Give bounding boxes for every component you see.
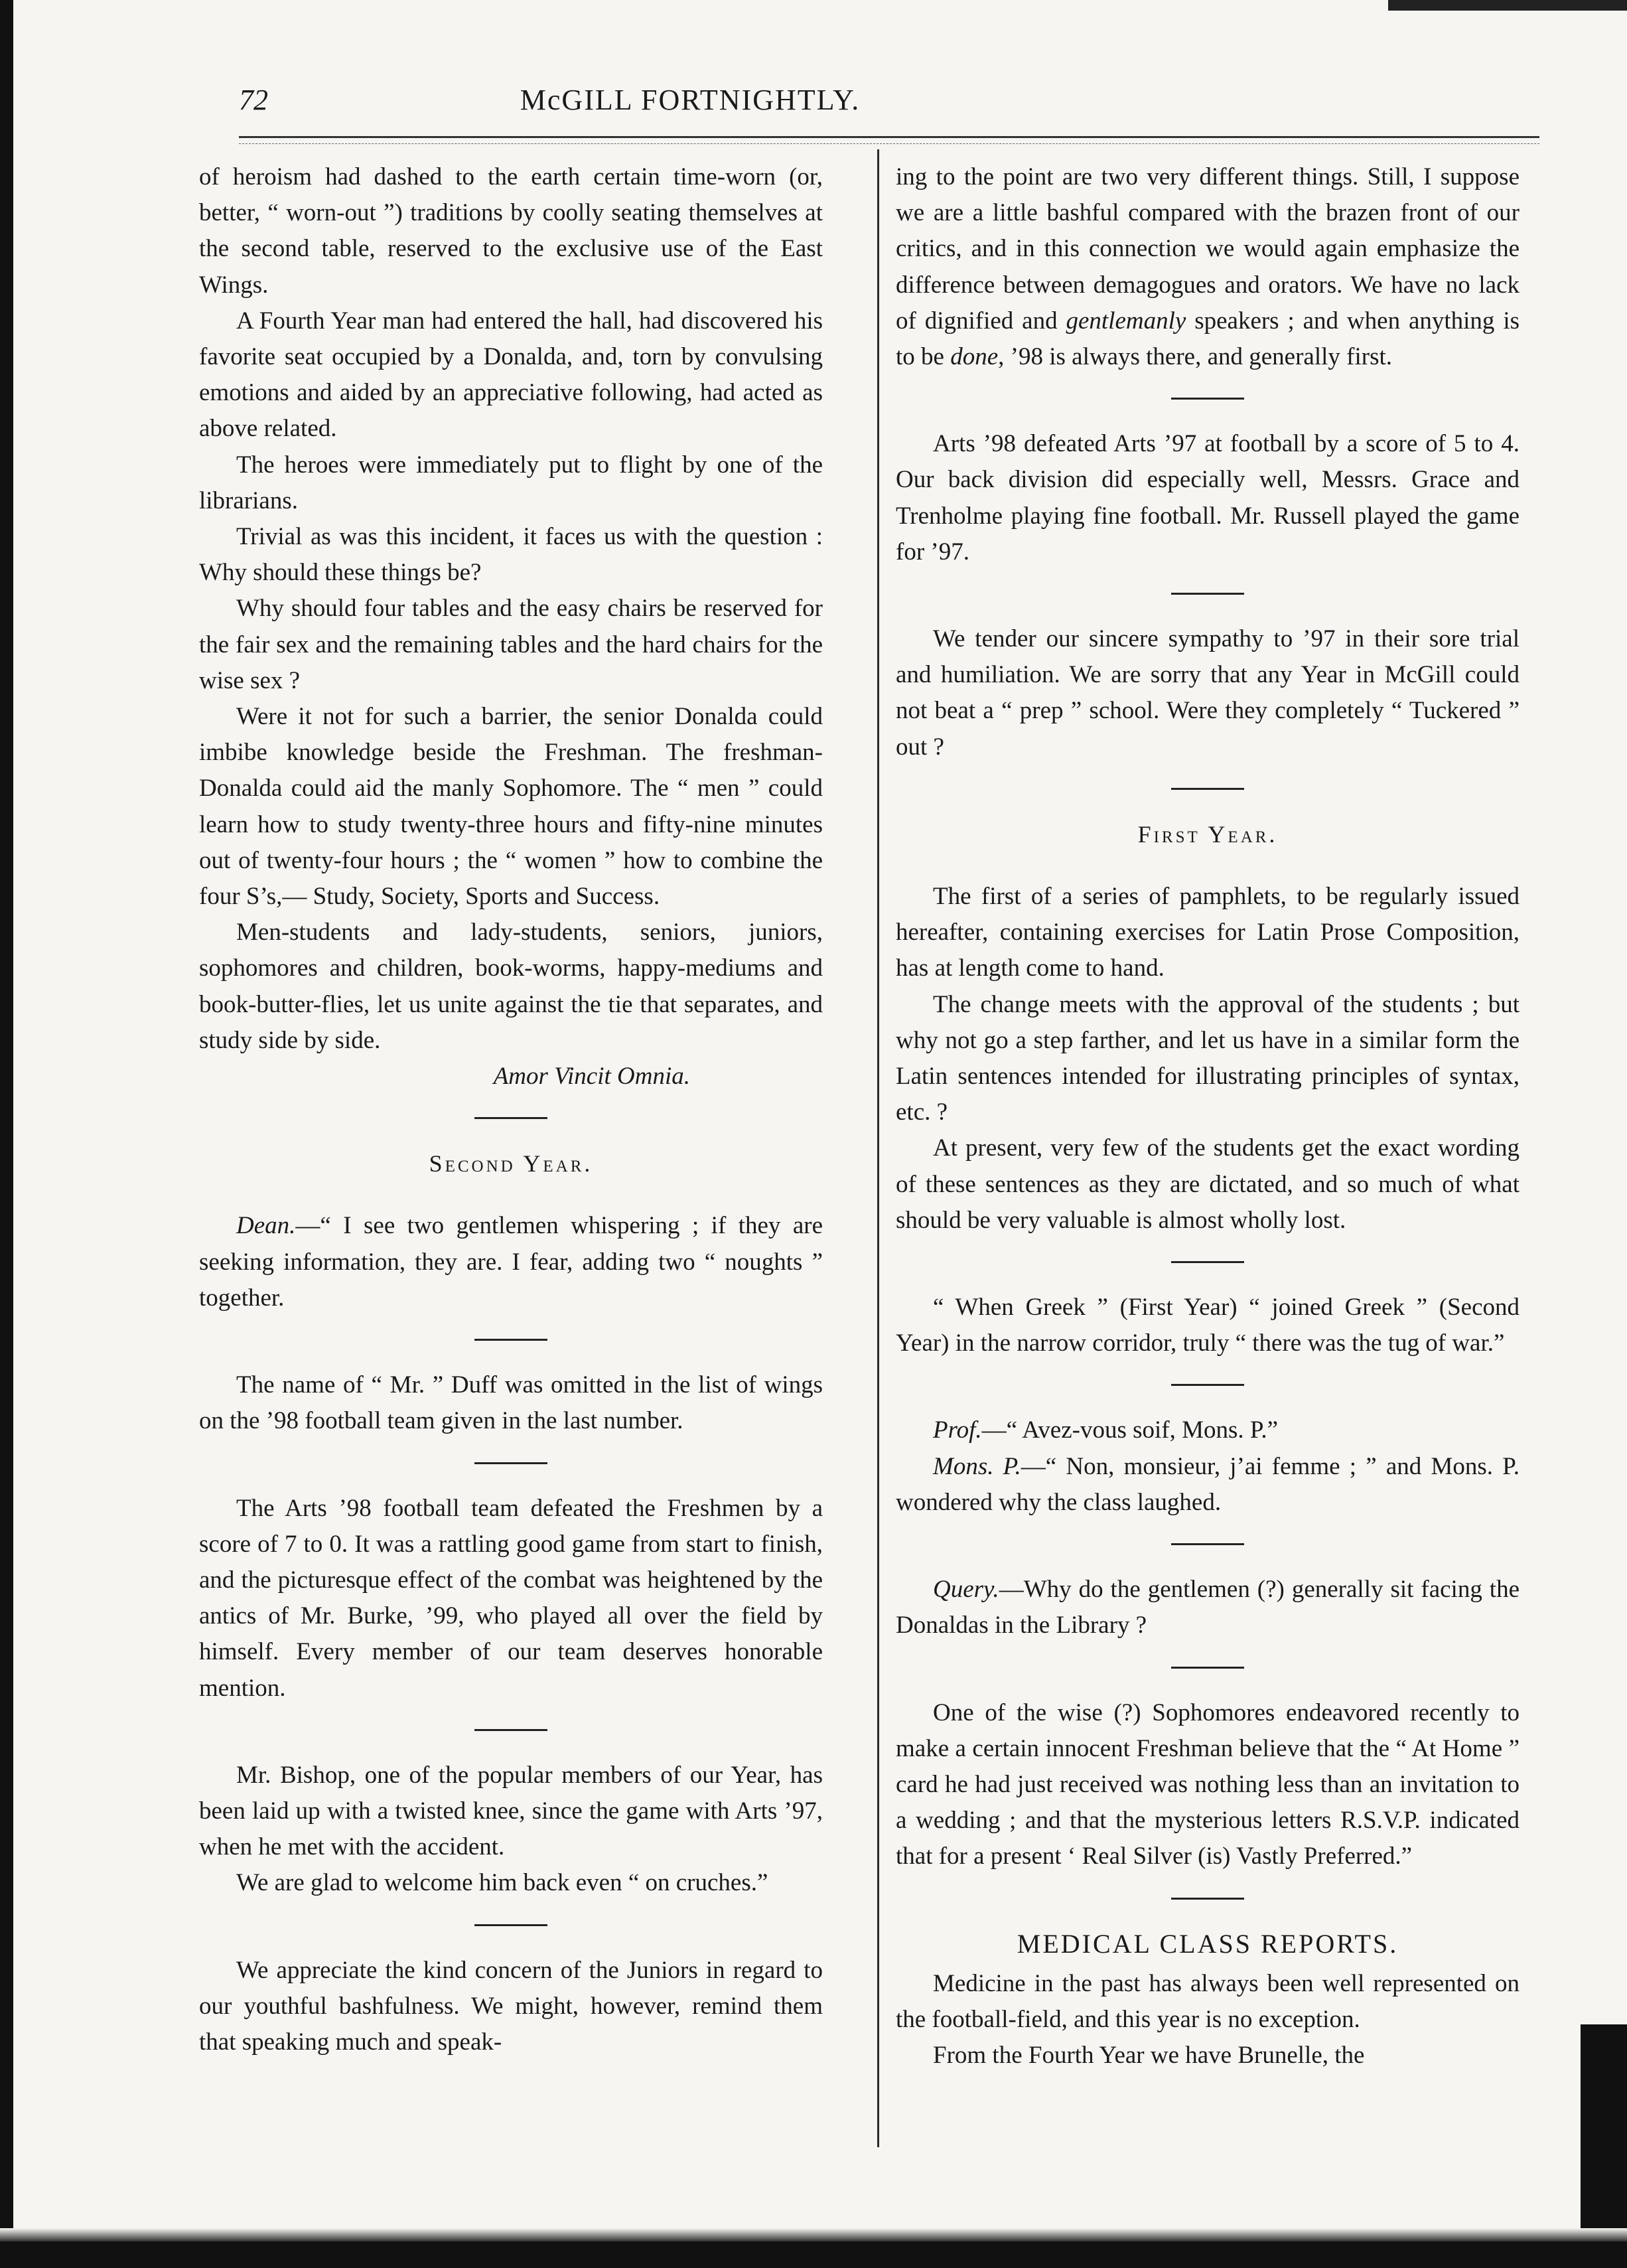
emphasis: done — [950, 343, 999, 371]
scan-edge-left — [0, 0, 13, 2268]
paragraph: Why should four tables and the easy chairs be reserved for the fair sex and the remaining tables and the hard chairs for the wise sex ? — [199, 595, 823, 694]
paragraph: The Arts ’98 football team defeated the Freshmen by a score of 7 to 0. It was a rattling good game from start to finish, and the picturesque effect of the combat was heightened by the antics of Mr. Burke, ’99, who played all over the field by himself. Every member of our team deserves honorable mention. — [199, 1494, 823, 1702]
speaker-label: Dean. — [236, 1212, 296, 1240]
text-run: ing to the point are two very different things. Still, I suppose we are a little bashful compared with the brazen front of our critics, and in this connection we would again emphasize the difference between demagogues and orators. We have no lack of dignified and — [896, 163, 1520, 335]
paragraph: Medicine in the past has always been well represented on the football-field, and this year is no exception. — [896, 1969, 1520, 2033]
paragraph: One of the wise (?) Sophomores endeavored recently to make a certain innocent Freshman believe that the “ At Home ” card he had just received was nothing less than an invitation to a wedding ; and that the mysterious letters R.S.V.P. indicated that for a present ‘ Real Silver (is) Vastly Preferred.” — [896, 1699, 1520, 1870]
section-title-first-year: First Year. — [1137, 820, 1278, 848]
paragraph: Men-students and lady-students, seniors, juniors, sophomores and children, book-worms, happy-mediums and book-butter-flies, let us unite against the tie that separates, and study side by side. — [199, 919, 823, 1054]
right-column — [896, 159, 1520, 2074]
page-number: 72 — [239, 84, 268, 116]
paragraph: of heroism had dashed to the earth certain time-worn (or, better, “ worn-out ”) traditions by coolly seating themselves at the second table, reserved to the exclusive use of the East Wings. — [199, 163, 823, 299]
column-divider — [877, 149, 879, 2147]
left-column — [199, 159, 823, 2060]
text-run: speakers ; and when anything is to be — [896, 307, 1520, 371]
paragraph: The heroes were immediately put to flight by one of the librarians. — [199, 451, 823, 514]
section-title-second-year: Second Year. — [429, 1150, 593, 1177]
item-rule — [474, 1462, 547, 1464]
section-rule — [1171, 788, 1244, 790]
scan-edge-top — [1388, 0, 1627, 11]
paragraph — [896, 159, 1520, 375]
paragraph: The name of “ Mr. ” Duff was omitted in the list of wings on the ’98 football team given in the last number. — [199, 1371, 823, 1435]
paragraph: The first of a series of pamphlets, to be regularly issued hereafter, containing exercises for Latin Prose Composition, has at length come to hand. — [896, 883, 1520, 982]
paragraph: A Fourth Year man had entered the hall, had discovered his favorite seat occupied by a Donalda, and, torn by convulsing emotions and aided by an appreciative following, had acted as above related. — [199, 307, 823, 443]
speaker-label: Prof. — [933, 1416, 982, 1444]
item-rule — [1171, 593, 1244, 595]
item-rule — [474, 1339, 547, 1341]
item-rule — [1171, 1543, 1244, 1545]
paragraph: At present, very few of the students get the exact wording of these sentences as they are dictated, and so much of what should be very valuable is almost wholly lost. — [896, 1134, 1520, 1234]
header-rule — [239, 136, 1539, 144]
paragraph: From the Fourth Year we have Brunelle, the — [933, 2042, 1365, 2070]
scan-shadow-bottom — [0, 2228, 1627, 2241]
quote-text: —“ Avez-vous soif, Mons. P.” — [981, 1416, 1279, 1444]
paragraph-prof — [896, 1412, 1520, 1448]
paragraph-query — [896, 1572, 1520, 1643]
running-head — [239, 83, 1128, 129]
speaker-label: Mons. P. — [933, 1452, 1021, 1480]
section-rule — [474, 1117, 547, 1119]
item-rule — [1171, 398, 1244, 400]
quote-text: —Why do the gentlemen (?) generally sit facing the Donaldas in the Library ? — [896, 1576, 1520, 1639]
item-rule — [1171, 1667, 1244, 1669]
paragraph: Arts ’98 defeated Arts ’97 at football by a score of 5 to 4. Our back division did especially well, Messrs. Grace and Trenholme playing fine football. Mr. Russell played the game for ’97. — [896, 430, 1520, 566]
section-title-medical: MEDICAL CLASS REPORTS. — [1017, 1928, 1399, 1959]
section-rule — [1171, 1898, 1244, 1900]
paragraph-dean — [199, 1208, 823, 1316]
quote-text: —“ Non, monsieur, j’ai femme ; ” and Mons. P. wondered why the class laughed. — [896, 1452, 1520, 1516]
paragraph: We are glad to welcome him back even “ on cruches.” — [236, 1869, 768, 1897]
paragraph: Trivial as was this incident, it faces us with the question : Why should these things be? — [199, 523, 823, 587]
paragraph-mons — [896, 1449, 1520, 1521]
paragraph: We tender our sincere sympathy to ’97 in their sore trial and humiliation. We are sorry that any Year in McGill could not beat a “ prep ” school. Were they completely “ Tuckered ” out ? — [896, 625, 1520, 761]
journal-title: McGILL FORTNIGHTLY. — [520, 84, 861, 116]
paragraph: The change meets with the approval of the students ; but why not go a step farther, and let us have in a similar form the Latin sentences intended for illustrating principles of syntax, etc. ? — [896, 990, 1520, 1126]
speaker-label: Query. — [933, 1576, 999, 1604]
item-rule — [1171, 1261, 1244, 1263]
paragraph: Were it not for such a barrier, the senior Donalda could imbibe knowledge beside the Freshman. The freshman-Donalda could aid the manly Sophomore. The “ men ” could learn how to study twenty-three hours and fifty-nine minutes out of twenty-four hours ; the “ women ” how to combine the four S’s,— Study, Society, Sports and Success. — [199, 703, 823, 911]
text-run: , ’98 is always there, and generally first. — [998, 343, 1393, 371]
paragraph: We appreciate the kind concern of the Juniors in regard to our youthful bashfulness. We might, however, remind them that speaking much and speak- — [199, 1956, 823, 2056]
paragraph: “ When Greek ” (First Year) “ joined Greek ” (Second Year) in the narrow corridor, truly “ there was the tug of war.” — [896, 1294, 1520, 1357]
item-rule — [474, 1924, 547, 1926]
emphasis: gentlemanly — [1066, 307, 1186, 335]
item-rule — [1171, 1384, 1244, 1386]
item-rule — [474, 1729, 547, 1731]
signature: Amor Vincit Omnia. — [493, 1063, 690, 1091]
quote-text: —“ I see two gentlemen whispering ; if they are seeking information, they are. I fear, adding two “ noughts ” together. — [199, 1212, 823, 1312]
paragraph: Mr. Bishop, one of the popular members of our Year, has been laid up with a twisted knee, since the game with Arts ’97, when he met with the accident. — [199, 1761, 823, 1861]
scan-edge-bottom — [0, 2241, 1627, 2268]
